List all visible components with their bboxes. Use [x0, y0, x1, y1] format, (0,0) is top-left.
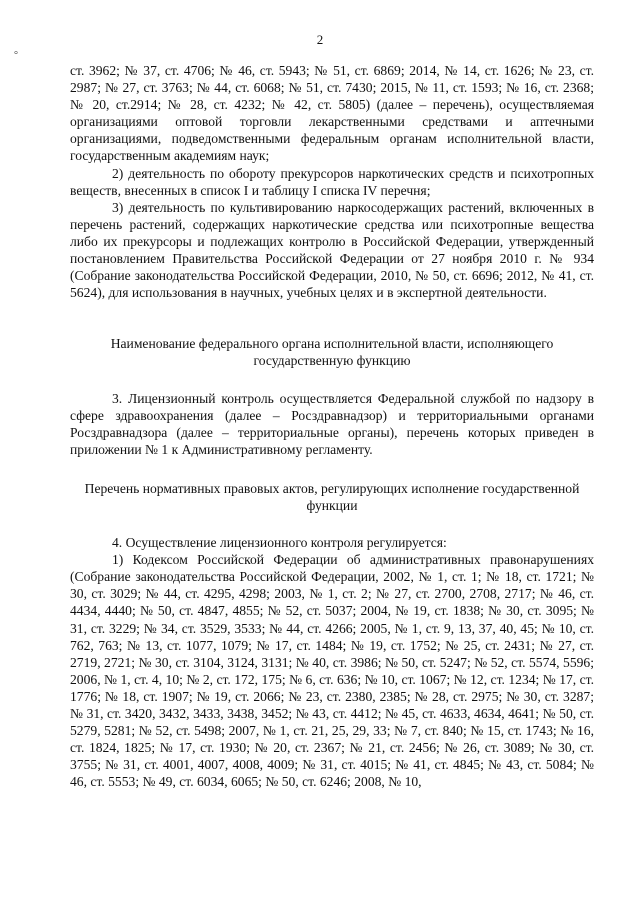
document-body — [70, 62, 594, 790]
paragraph-item-2: 2) деятельность по обороту прекурсоров наркотических средств и психотропных веществ, внесенных в список I и таблицу I списка IV перечня; — [70, 165, 594, 198]
page-number: 2 — [316, 32, 324, 47]
section-heading-legal-acts: Перечень нормативных правовых актов, регулирующих исполнение государственной функции — [84, 480, 580, 513]
paragraph-clause-4: 4. Осуществление лицензионного контроля регулируется: — [112, 535, 447, 551]
margin-mark: ° — [14, 50, 18, 61]
paragraph-item-3: 3) деятельность по культивированию наркосодержащих растений, включенных в перечень растений, содержащих наркотические средства или психотропные вещества либо их прекурсоры и подлежащих контролю в Российской Федерации, утвержденный постановлением Правительства Российской Федерации от 27 ноября 2010 г. № 934 (Собрание законодательства Российской Федерации, 2010, № 50, ст. 6696; 2012, № 41, ст. 5624), для использования в научных, учебных целях и в экспертной деятельности. — [70, 199, 594, 301]
paragraph-continuation: ст. 3962; № 37, ст. 4706; № 46, ст. 5943; № 51, ст. 6869; 2014, № 14, ст. 1626; № 23, ст. 2987; № 27, ст. 3763; № 44, ст. 6068; № 51, ст. 7430; 2015, № 11, ст. 1593; № 16, ст. 2368; № 20, ст.2914; № 28, ст. 4232; № 42, ст. 5805) (далее – перечень), осуществляемая организациями оптовой торговли лекарственными средствами и аптечными организациями, подведомственными федеральным органам исполнительной власти, государственным академиям наук; — [70, 63, 594, 164]
section-heading-authority: Наименование федерального органа исполнительной власти, исполняющего государственную функцию — [110, 336, 554, 369]
paragraph-item-1: 1) Кодексом Российской Федерации об административных правонарушениях (Собрание законодательства Российской Федерации, 2002, № 1, ст. 1; № 18, ст. 1721; № 30, ст. 3029; № 44, ст. 4295, 4298; 2003, № 1, ст. 2; № 27, ст. 2700, 2708, 2717; № 46, ст. 4434, 4440; № 50, ст. 4847, 4855; № 52, ст. 5037; 2004, № 19, ст. 1838; № 30, ст. 3095; № 31, ст. 3229; № 34, ст. 3529, 3533; № 44, ст. 4266; 2005, № 1, ст. 9, 13, 37, 40, 45; № 10, ст. 762, 763; № 13, ст. 1077, 1079; № 17, ст. 1484; № 19, ст. 1752; № 25, ст. 2431; № 27, ст. 2719, 2721; № 30, ст. 3104, 3124, 3131; № 40, ст. 3986; № 50, ст. 5247; № 52, ст. 5574, 5596; 2006, № 1, ст. 4, 10; № 2, ст. 172, 175; № 6, ст. 636; № 10, ст. 1067; № 12, ст. 1234; № 17, ст. 1776; № 18, ст. 1907; № 19, ст. 2066; № 23, ст. 2380, 2385; № 28, ст. 2975; № 30, ст. 3287; № 31, ст. 3420, 3432, 3433, 3438, 3452; № 43, ст. 4412; № 45, ст. 4633, 4634, 4641; № 50, ст. 5279, 5281; № 52, ст. 5498; 2007, № 1, ст. 21, 25, 29, 33; № 7, ст. 840; № 15, ст. 1743; № 16, ст. 1824, 1825; № 17, ст. 1930; № 20, ст. 2367; № 21, ст. 2456; № 26, ст. 3089; № 30, ст. 3755; № 31, ст. 4001, 4007, 4008, 4009; № 31, ст. 4015; № 41, ст. 4845; № 43, ст. 5084; № 46, ст. 5553; № 49, ст. 6034, 6065; № 50, ст. 6246; 2008, № 10, — [70, 552, 594, 790]
paragraph-clause-3: 3. Лицензионный контроль осуществляется Федеральной службой по надзору в сфере здравоохранения (далее – Росздравнадзор) и территориальными органами Росздравнадзора (далее – территориальные органы), перечень которых приведен в приложении № 1 к Административному регламенту. — [70, 390, 594, 457]
